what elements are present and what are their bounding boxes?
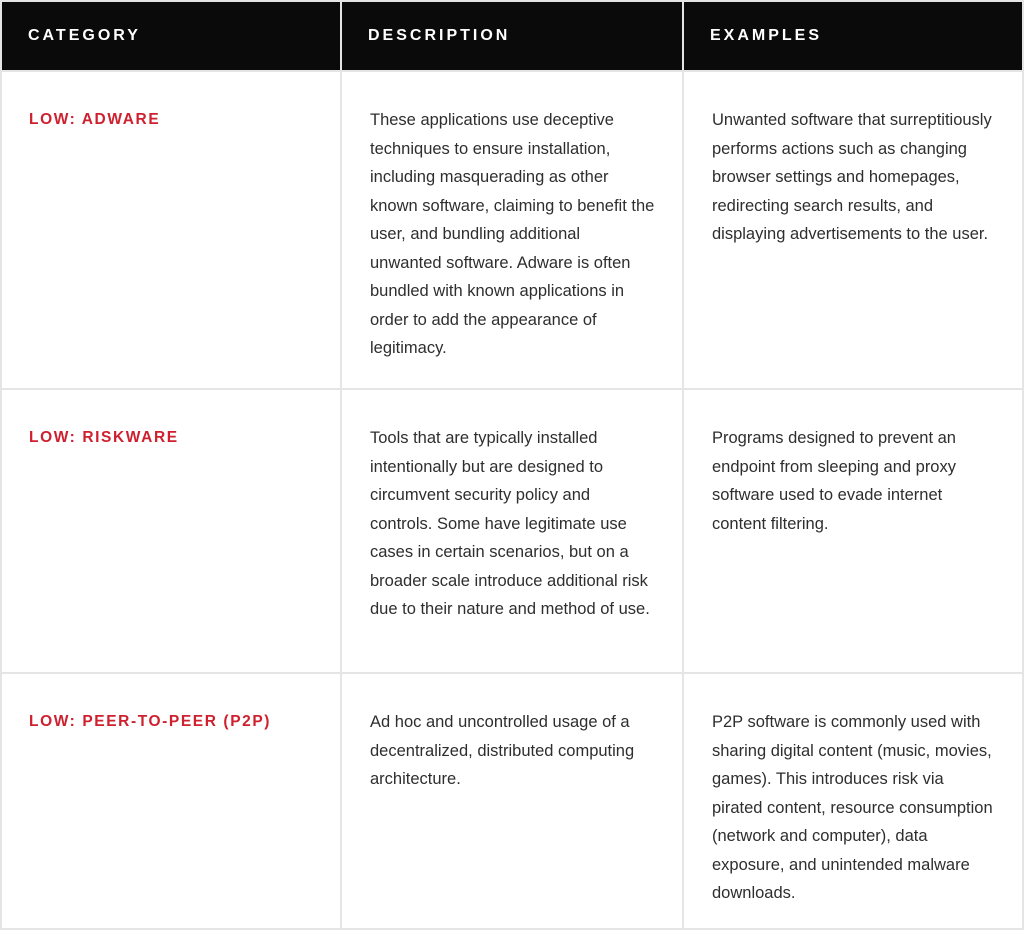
description-text-p2p: Ad hoc and uncontrolled usage of a decentralized, distributed computing architecture. — [370, 713, 635, 788]
examples-text-adware: Unwanted software that surreptitiously performs actions such as changing browser settings and homepages, redirecting search results, and displaying advertisements to the user. — [712, 111, 992, 243]
column-header-category-label: CATEGORY — [28, 27, 141, 44]
table-row-riskware-examples-cell — [684, 390, 1022, 672]
table-row-p2p-category-cell — [2, 674, 340, 928]
table-row-adware-examples-cell — [684, 72, 1022, 388]
table-row-adware-category-cell — [2, 72, 340, 388]
category-label-adware: LOW: ADWARE — [29, 111, 161, 128]
column-header-description-label: DESCRIPTION — [368, 27, 511, 44]
description-text-riskware: Tools that are typically installed intentionally but are designed to circumvent security policy and controls. Some have legitimate use cases in certain scenarios, but on a broader scale introduce additional risk due to their nature and method of use. — [370, 429, 650, 618]
category-label-riskware: LOW: RISKWARE — [29, 429, 179, 446]
column-header-category — [2, 2, 340, 70]
examples-text-p2p: P2P software is commonly used with sharing digital content (music, movies, games). This introduces risk via pirated content, resource consumption (network and computer), data exposure, and unintended malware downloads. — [712, 713, 993, 902]
description-text-adware: These applications use deceptive techniques to ensure installation, including masquerading as other known software, claiming to benefit the user, and bundling additional unwanted software. Adware is often bundled with known applications in order to add the appearance of legitimacy. — [370, 111, 655, 357]
table-row-adware-description-cell — [342, 72, 682, 388]
category-label-p2p: LOW: PEER-TO-PEER (P2P) — [29, 713, 272, 730]
examples-text-riskware: Programs designed to prevent an endpoint from sleeping and proxy software used to evade internet content filtering. — [712, 429, 956, 533]
table-row-riskware-category-cell — [2, 390, 340, 672]
table-bottom-divider — [0, 928, 1024, 930]
table-row-p2p-examples-cell — [684, 674, 1022, 928]
column-header-examples-label: EXAMPLES — [710, 27, 823, 44]
table-row-riskware-description-cell — [342, 390, 682, 672]
table-row-p2p-description-cell — [342, 674, 682, 928]
column-header-description — [342, 2, 682, 70]
column-header-examples — [684, 2, 1022, 70]
